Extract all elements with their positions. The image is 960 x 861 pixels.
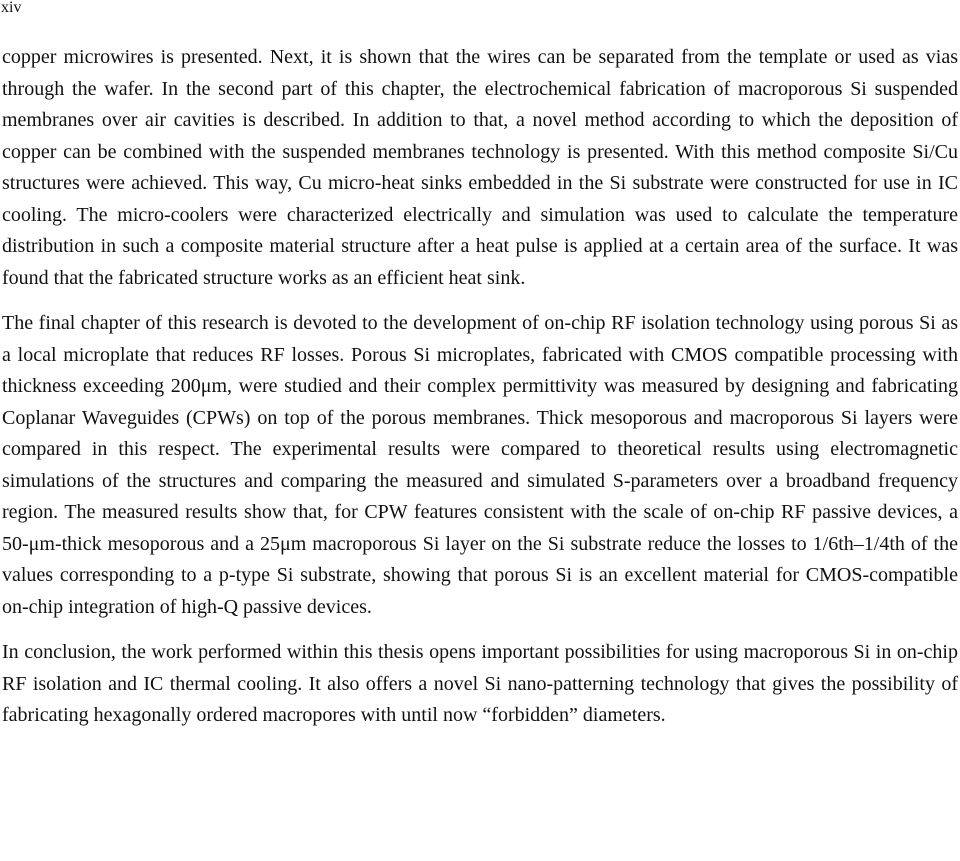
page-number: xiv — [1, 0, 22, 16]
document-body — [2, 42, 958, 732]
paragraph-copper-microwires: copper microwires is presented. Next, it is shown that the wires can be separated from the template or used as vias through the wafer. In the second part of this chapter, the electrochemical fabrication of macroporous Si suspended membranes over air cavities is described. In addition to that, a novel method according to which the deposition of copper can be combined with the suspended membranes technology is presented. With this method composite Si/Cu structures were achieved. This way, Cu micro-heat sinks embedded in the Si substrate were constructed for use in IC cooling. The micro-coolers were characterized electrically and simulation was used to calculate the temperature distribution in such a composite material structure after a heat pulse is applied at a certain area of the surface. It was found that the fabricated structure works as an efficient heat sink. — [2, 46, 958, 289]
paragraph-conclusion: In conclusion, the work performed within this thesis opens important possibilities for using macroporous Si in on-chip RF isolation and IC thermal cooling. It also offers a novel Si nano-patterning technology that gives the possibility of fabricating hexagonally ordered macropores with until now “forbidden” diameters. — [2, 641, 958, 726]
paragraph-rf-isolation: The final chapter of this research is devoted to the development of on-chip RF isolation technology using porous Si as a local microplate that reduces RF losses. Porous Si microplates, fabricated with CMOS compatible processing with thickness exceeding 200μm, were studied and their complex permittivity was measured by designing and fabricating Coplanar Waveguides (CPWs) on top of the porous membranes. Thick mesoporous and macroporous Si layers were compared in this respect. The experimental results were compared to theoretical results using electromagnetic simulations of the structures and comparing the measured and simulated S-parameters over a broadband frequency region. The measured results show that, for CPW features consistent with the scale of on-chip RF passive devices, a 50-μm-thick mesoporous and a 25μm macroporous Si layer on the Si substrate reduce the losses to 1/6th–1/4th of the values corresponding to a p-type Si substrate, showing that porous Si is an excellent material for CMOS-compatible on-chip integration of high-Q passive devices. — [2, 312, 958, 618]
